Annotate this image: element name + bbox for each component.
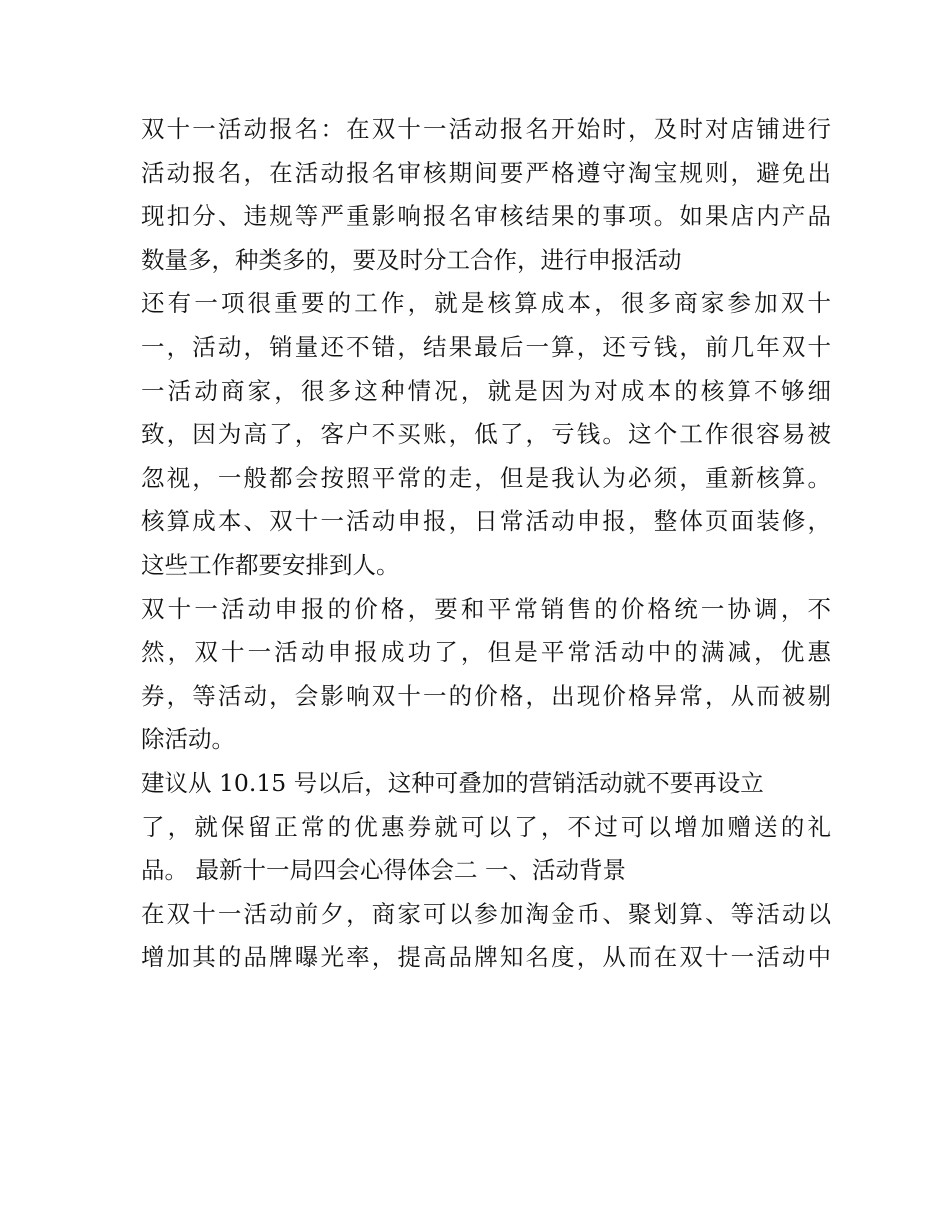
text-line: 一，活动，销量还不错，结果最后一算，还亏钱，前几年双十	[141, 332, 831, 361]
text-line: 了，就保留正常的优惠券就可以了，不过可以增加赠送的礼	[141, 812, 831, 841]
text-line: 核算成本、双十一活动申报，日常活动申报，整体页面装修，	[141, 507, 831, 536]
text-line: 忽视，一般都会按照平常的走，但是我认为必须，重新核算。	[141, 463, 831, 492]
text-line: 然，双十一活动申报成功了，但是平常活动中的满减，优惠	[141, 638, 831, 667]
text-line: 除活动。	[141, 725, 235, 754]
text-line: 建议从 10.15 号以后，这种可叠加的营销活动就不要再设立	[141, 768, 764, 797]
text-line: 双十一活动申报的价格，要和平常销售的价格统一协调，不	[141, 594, 831, 623]
text-line: 数量多，种类多的，要及时分工合作，进行申报活动	[141, 245, 682, 274]
text-line: 一活动商家，很多这种情况，就是因为对成本的核算不够细	[141, 376, 831, 405]
text-line: 现扣分、违规等严重影响报名审核结果的事项。如果店内产品	[141, 202, 831, 231]
text-line: 双十一活动报名：在双十一活动报名开始时，及时对店铺进行	[141, 115, 831, 143]
text-line: 增加其的品牌曝光率，提高品牌知名度，从而在双十一活动中	[141, 943, 831, 972]
text-line: 品。 最新十一局四会心得体会二 一、活动背景	[141, 856, 626, 885]
text-line: 还有一项很重要的工作，就是核算成本，很多商家参加双十	[141, 289, 831, 318]
body-text	[141, 108, 831, 980]
text-line: 券，等活动，会影响双十一的价格，出现价格异常，从而被剔	[141, 681, 831, 710]
text-line: 这些工作都要安排到人。	[141, 550, 400, 579]
text-line: 在双十一活动前夕，商家可以参加淘金币、聚划算、等活动以	[141, 899, 831, 928]
text-line: 活动报名，在活动报名审核期间要严格遵守淘宝规则，避免出	[141, 158, 831, 187]
text-line: 致，因为高了，客户不买账，低了，亏钱。这个工作很容易被	[141, 420, 831, 449]
